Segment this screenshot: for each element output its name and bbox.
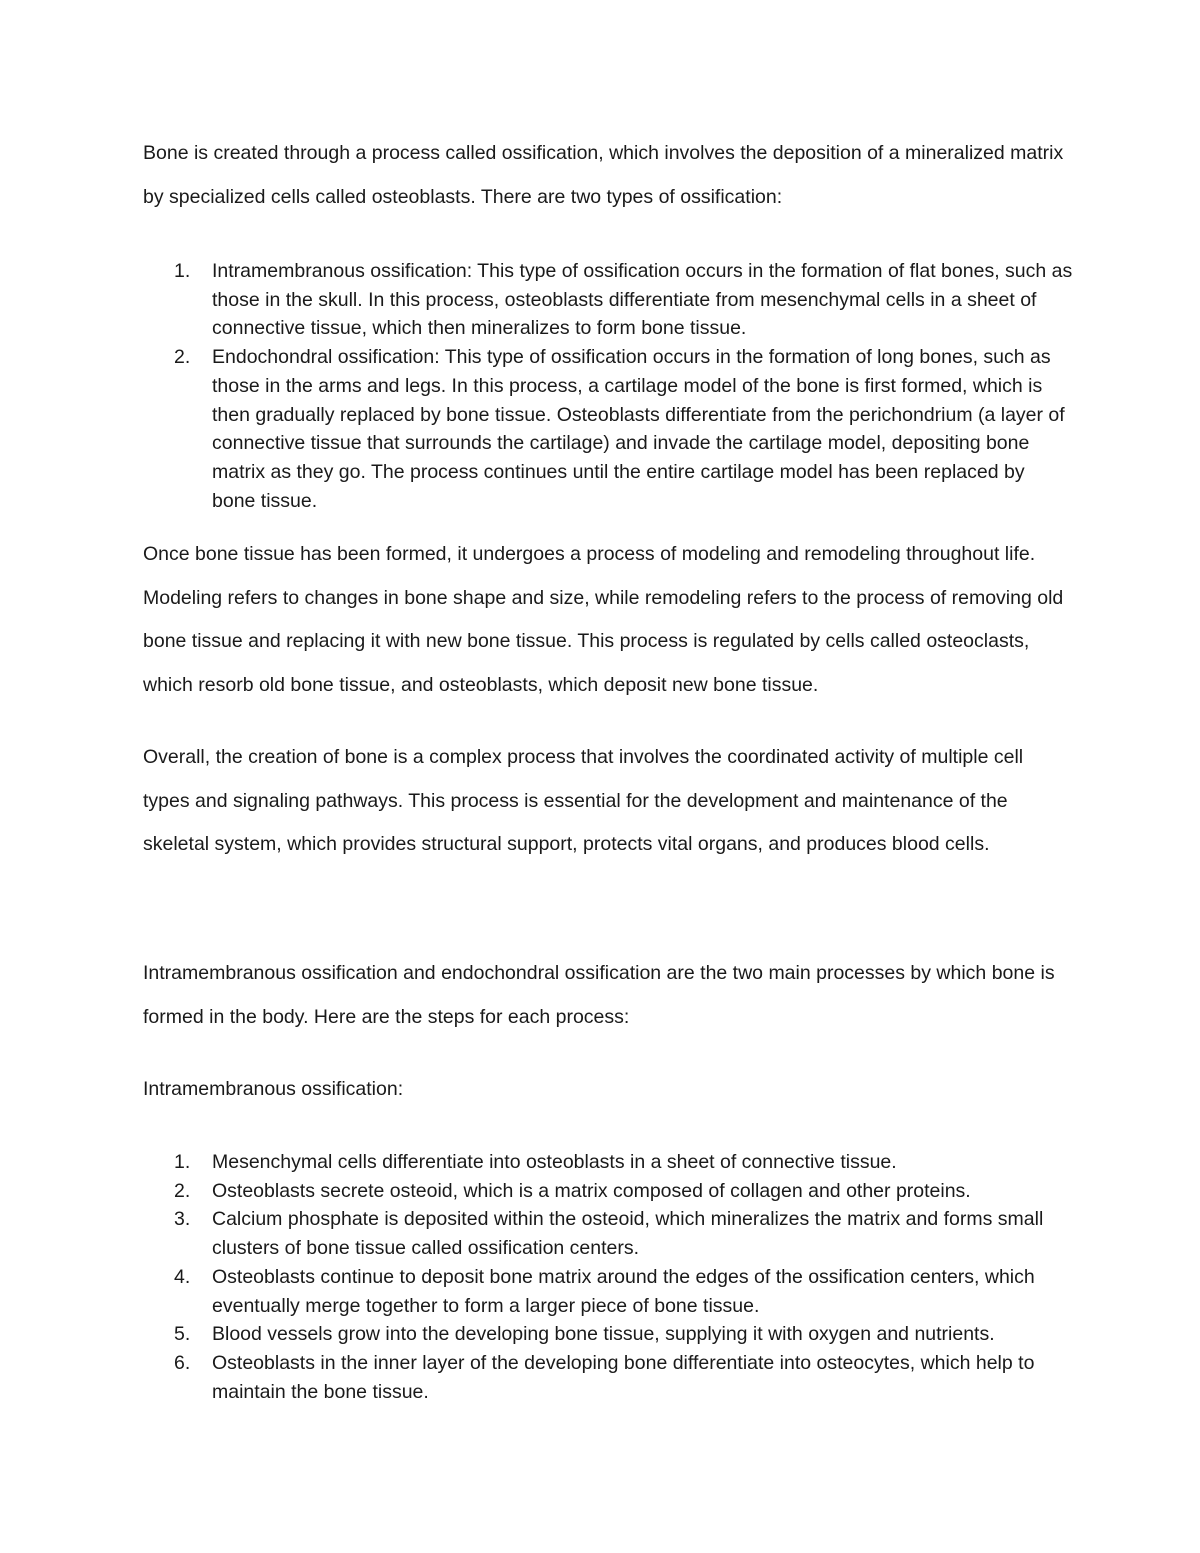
- list-item-number: 1.: [174, 1151, 191, 1173]
- list-item: [143, 1177, 1073, 1206]
- steps-intro-paragraph: Intramembranous ossification and endochondral ossification are the two main processes by which bone is formed in the body. Here are the steps for each process:: [143, 962, 1055, 1028]
- list-item-number: 4.: [174, 1265, 191, 1288]
- list-item: [143, 1263, 1073, 1320]
- list-item: [143, 1148, 1073, 1177]
- intro-paragraph: Bone is created through a process called ossification, which involves the deposition of a mineralized matrix by specialized cells called osteoblasts. There are two types of ossification:: [143, 142, 1064, 208]
- list-item-number: 2.: [174, 1179, 191, 1202]
- list-item: [143, 257, 1073, 343]
- list-item: [143, 1349, 1073, 1406]
- list-item-number: 1.: [174, 260, 191, 282]
- list-item: [143, 1205, 1073, 1262]
- list-item-number: 5.: [174, 1323, 191, 1346]
- list-item-text: Calcium phosphate is deposited within the osteoid, which mineralizes the matrix and forms small clusters of bone tissue called ossification centers.: [212, 1208, 1044, 1260]
- list-item-number: 6.: [174, 1351, 191, 1374]
- list-item-number: 3.: [174, 1208, 191, 1231]
- list-item-text: Endochondral ossification: This type of ossification occurs in the formation of long bones, such as those in the arms and legs. In this process, a cartilage model of the bone is first formed, which is then gradually replaced by bone tissue. Osteoblasts differentiate from the perichondrium (a layer of connective tissue that surrounds the cartilage) and invade the cartilage model, depositing bone matrix as they go. The process continues until the entire cartilage model has been replaced by bone tissue.: [212, 346, 1065, 512]
- list-item-text: Mesenchymal cells differentiate into osteoblasts in a sheet of connective tissue.: [212, 1151, 897, 1173]
- overall-paragraph: Overall, the creation of bone is a complex process that involves the coordinated activity of multiple cell types and signaling pathways. This process is essential for the development and maintenance of the skeletal system, which provides structural support, protects vital organs, and produces blood cells.: [143, 746, 1024, 855]
- remodeling-paragraph: Once bone tissue has been formed, it undergoes a process of modeling and remodeling throughout life. Modeling refers to changes in bone shape and size, while remodeling refers to the process of removing old bone tissue and replacing it with new bone tissue. This process is regulated by cells called osteoclasts, which resorb old bone tissue, and osteoblasts, which deposit new bone tissue.: [143, 543, 1064, 696]
- list-item: [143, 343, 1073, 515]
- list-item-text: Osteoblasts secrete osteoid, which is a matrix composed of collagen and other proteins.: [212, 1179, 971, 1202]
- intramembranous-steps-list: [143, 1148, 1073, 1406]
- list-item-text: Intramembranous ossification: This type of ossification occurs in the formation of flat bones, such as those in the skull. In this process, osteoblasts differentiate from mesenchymal cells in a sheet of connective tissue, which then mineralizes to form bone tissue.: [212, 260, 1073, 340]
- ossification-types-list: [143, 257, 1073, 515]
- list-item-number: 2.: [174, 346, 191, 369]
- list-item-text: Blood vessels grow into the developing bone tissue, supplying it with oxygen and nutrients.: [212, 1323, 995, 1346]
- list-item: [143, 1320, 1073, 1349]
- list-item-text: Osteoblasts continue to deposit bone matrix around the edges of the ossification centers, which eventually merge together to form a larger piece of bone tissue.: [212, 1265, 1035, 1317]
- list-item-text: Osteoblasts in the inner layer of the developing bone differentiate into osteocytes, which help to maintain the bone tissue.: [212, 1351, 1035, 1403]
- steps-heading: Intramembranous ossification:: [143, 1078, 404, 1100]
